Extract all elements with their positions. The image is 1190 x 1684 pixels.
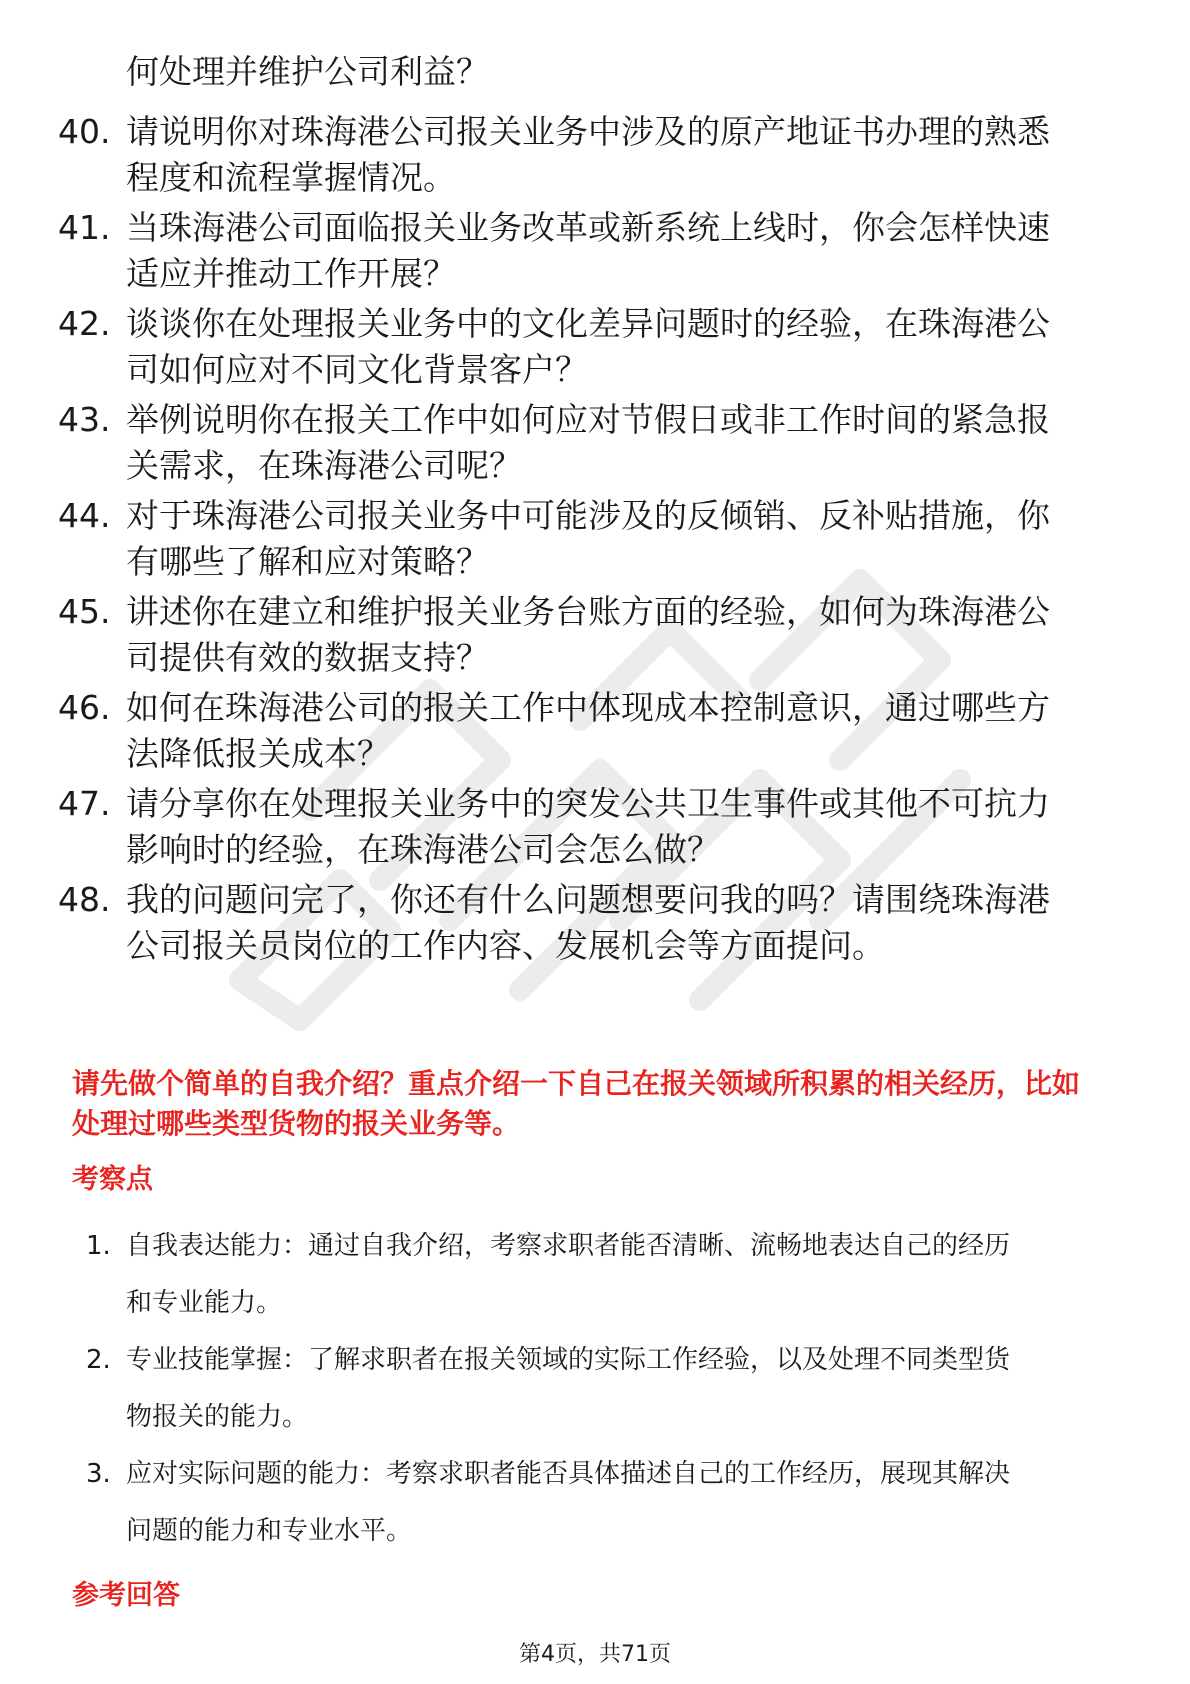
assessment-point-3 [0, 1454, 1190, 1564]
assessment-point-1 [0, 1226, 1190, 1336]
question-text-line: 谈谈你在处理报关业务中的文化差异问题时的经验，在珠海港公 [126, 304, 1050, 343]
question-text-line: 影响时的经验，在珠海港公司会怎么做？ [126, 830, 720, 869]
point-text-line: 自我表达能力：通过自我介绍，考察求职者能否清晰、流畅地表达自己的经历 [126, 1231, 1011, 1261]
question-item-41 [0, 206, 1190, 296]
question-item-47 [0, 782, 1190, 872]
question-text-line: 请说明你对珠海港公司报关业务中涉及的原产地证书办理的熟悉 [126, 112, 1050, 151]
question-text-line: 公司报关员岗位的工作内容、发展机会等方面提问。 [126, 926, 885, 965]
question-number: 46. [58, 688, 111, 727]
question-text-line: 如何在珠海港公司的报关工作中体现成本控制意识，通过哪些方 [126, 688, 1050, 727]
question-item-45 [0, 590, 1190, 680]
question-text-line: 有哪些了解和应对策略？ [126, 542, 489, 581]
question-text-line: 司提供有效的数据支持？ [126, 638, 489, 677]
question-number: 44. [58, 496, 111, 535]
question-number: 42. [58, 304, 111, 343]
interview-prompt [72, 1064, 1080, 1144]
point-number: 1. [86, 1231, 111, 1261]
question-item-46 [0, 686, 1190, 776]
point-number: 2. [86, 1345, 111, 1375]
question-text-line: 当珠海港公司面临报关业务改革或新系统上线时，你会怎样快速 [126, 208, 1050, 247]
question-item-40 [0, 110, 1190, 200]
point-text-line: 应对实际问题的能力：考察求职者能否具体描述自己的工作经历，展现其解决 [126, 1459, 1011, 1489]
prompt-line: 请先做个简单的自我介绍？重点介绍一下自己在报关领域所积累的相关经历，比如 [72, 1067, 1081, 1100]
question-continued-text: 何处理并维护公司利益？ [126, 52, 489, 91]
question-text-line: 对于珠海港公司报关业务中可能涉及的反倾销、反补贴措施，你 [126, 496, 1050, 535]
point-text-line: 和专业能力。 [126, 1288, 283, 1318]
question-text-line: 程度和流程掌握情况。 [126, 158, 456, 197]
question-item-43 [0, 398, 1190, 488]
point-text-line: 专业技能掌握：了解求职者在报关领域的实际工作经验，以及处理不同类型货 [126, 1345, 1011, 1375]
question-number: 47. [58, 784, 111, 823]
question-number: 48. [58, 880, 111, 919]
question-item-48 [0, 878, 1190, 968]
question-text-line: 司如何应对不同文化背景客户？ [126, 350, 588, 389]
question-text-line: 讲述你在建立和维护报关业务台账方面的经验，如何为珠海港公 [126, 592, 1050, 631]
point-number: 3. [86, 1459, 111, 1489]
prompt-line: 处理过哪些类型货物的报关业务等。 [72, 1107, 521, 1140]
question-number: 41. [58, 208, 111, 247]
point-text-line: 问题的能力和专业水平。 [126, 1516, 413, 1546]
reference-answer-title: 参考回答 [72, 1580, 180, 1611]
question-item-44 [0, 494, 1190, 584]
question-number: 43. [58, 400, 111, 439]
question-text-line: 举例说明你在报关工作中如何应对节假日或非工作时间的紧急报 [126, 400, 1050, 439]
point-text-line: 物报关的能力。 [126, 1402, 309, 1432]
question-text-line: 请分享你在处理报关业务中的突发公共卫生事件或其他不可抗力 [126, 784, 1050, 823]
question-text-line: 关需求，在珠海港公司呢？ [126, 446, 522, 485]
question-number: 40. [58, 112, 111, 151]
assessment-point-2 [0, 1340, 1190, 1450]
question-text-line: 我的问题问完了，你还有什么问题想要问我的吗？请围绕珠海港 [126, 880, 1050, 919]
page-footer: 第4页，共71页 [519, 1642, 671, 1667]
question-text-line: 法降低报关成本？ [126, 734, 390, 773]
question-item-42 [0, 302, 1190, 392]
assessment-title: 考察点 [72, 1164, 153, 1195]
question-text-line: 适应并推动工作开展？ [126, 254, 456, 293]
question-number: 45. [58, 592, 111, 631]
